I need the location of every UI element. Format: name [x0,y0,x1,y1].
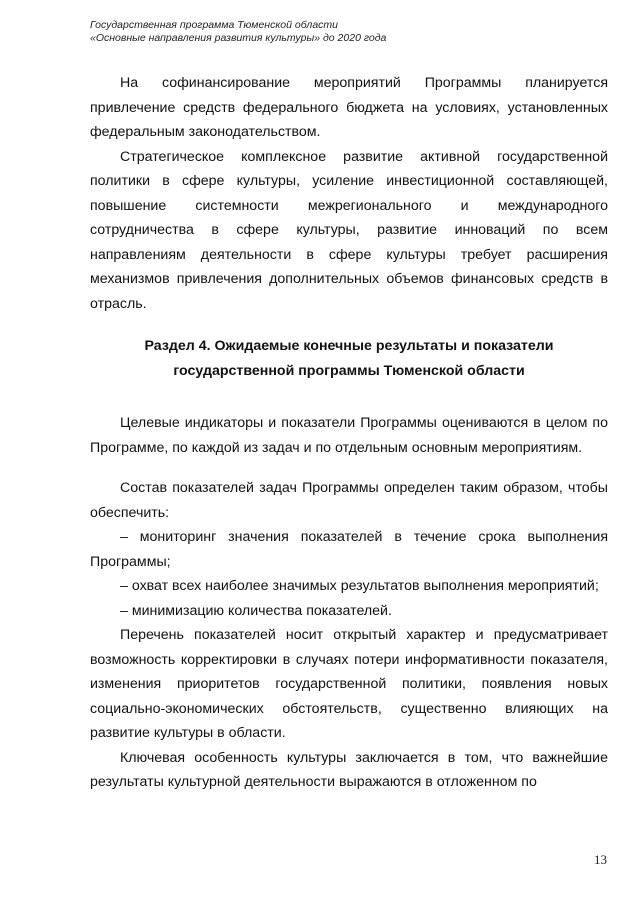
header-line-1: Государственная программа Тюменской области [90,19,338,31]
paragraph-spacer [90,460,608,476]
list-item-minimization: – минимизацию количества показателей. [120,602,392,619]
page-number: 13 [594,852,607,867]
paragraph-composition: Состав показателей задач Программы определен таким образом, чтобы обеспечить: [90,480,608,521]
paragraph-cofinancing: На софинансирование мероприятий Программы планируется привлечение средств федерального бюджета на условиях, установленных федеральным законодательством. [90,75,608,140]
paragraph-key-feature: Ключевая особенность культуры заключается в том, что важнейшие результаты культурной деятельности выражаются в отложенном по [90,749,608,790]
body-text [90,71,608,795]
paragraph-indicator-list: Перечень показателей носит открытый характер и предусматривает возможность корректировки в случаях потери информативности показателя, изменения приоритетов государственной политики, появления новых социально-экономических обстоятельств, существенно влияющих на развитие культуры в области. [90,627,608,741]
paragraph-indicators: Целевые индикаторы и показатели Программы оцениваются в целом по Программе, по каждой из задач и по отдельным основным мероприятиям. [90,415,608,456]
paragraph-strategic-development: Стратегическое комплексное развитие активной государственной политики в сфере культуры, усиление инвестиционной составляющей, повышение системности межрегионального и международного сотрудничества в сфере культуры, развитие инноваций по всем направлениям деятельности в сфере культуры требует расширения механизмов привлечения дополнительных объемов финансовых средств в отрасль. [90,148,608,312]
running-header [90,19,570,45]
section-heading-line-1: Раздел 4. Ожидаемые конечные результаты и показатели [144,338,554,354]
list-item-monitoring: – мониторинг значения показателей в течение срока выполнения Программы; [90,529,608,570]
list-item-coverage: – охват всех наиболее значимых результатов выполнения мероприятий; [120,578,599,594]
header-line-2: «Основные направления развития культуры» до 2020 года [90,32,387,44]
section-heading [90,334,608,383]
section-heading-line-2: государственной программы Тюменской области [173,362,525,379]
